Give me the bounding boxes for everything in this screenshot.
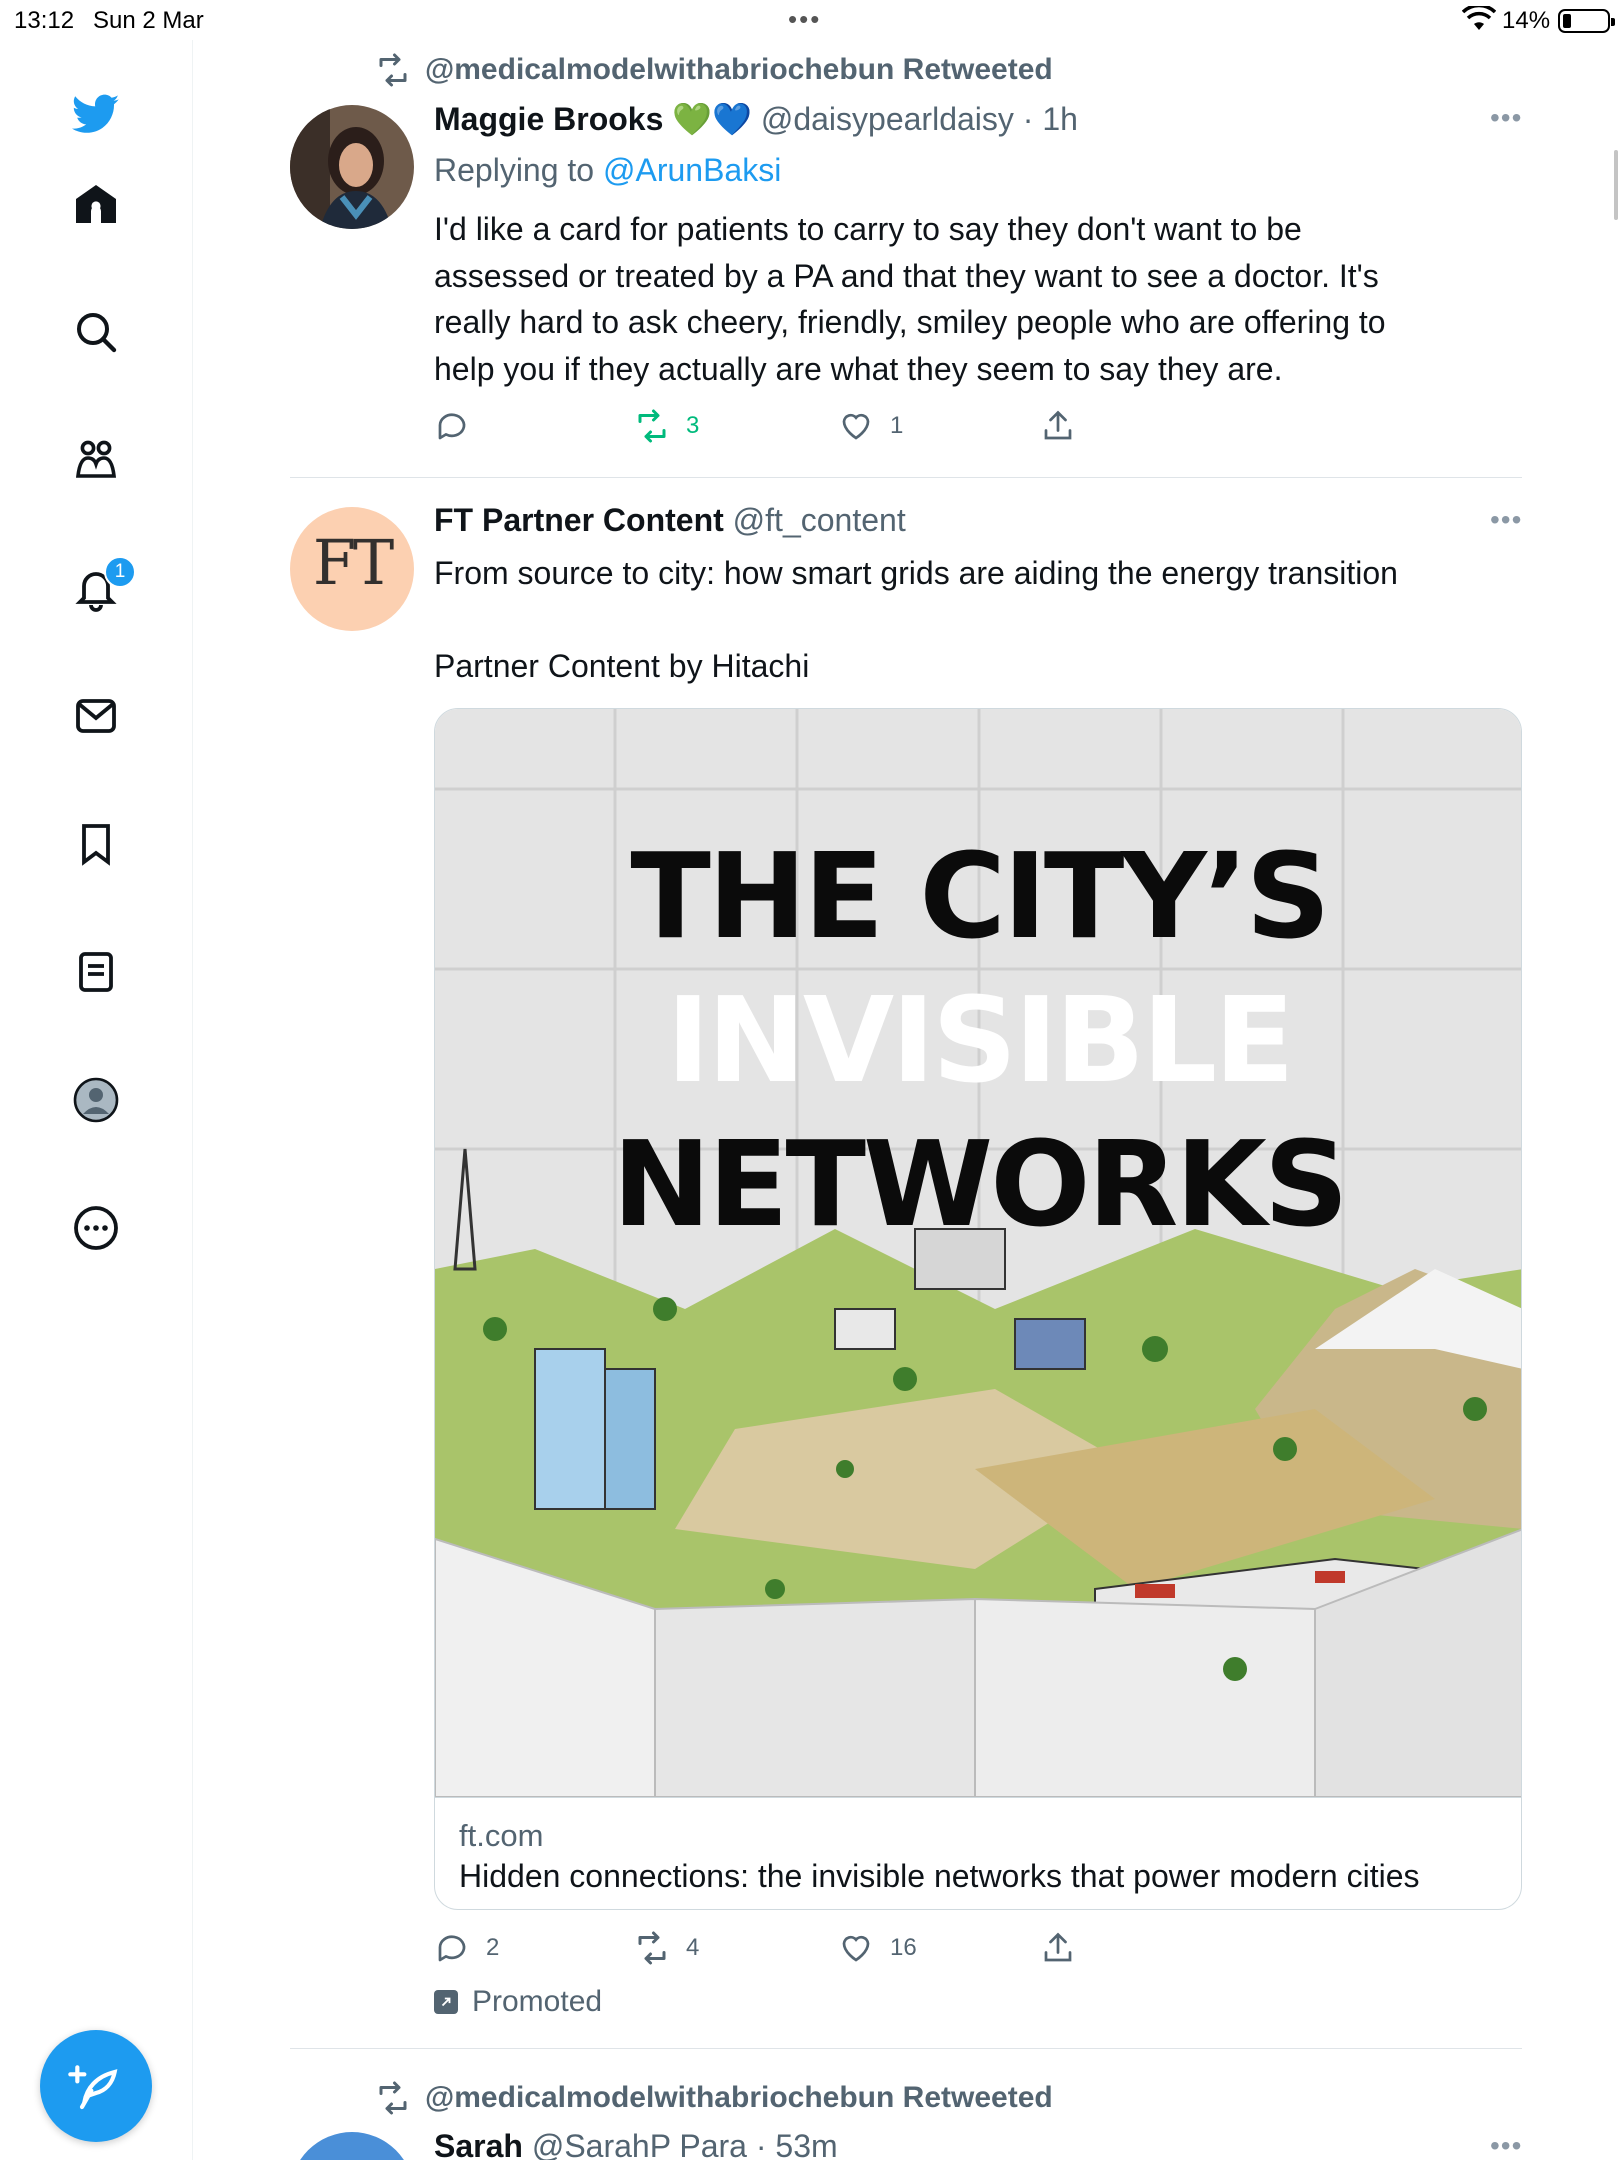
sidebar [0, 40, 193, 2160]
tweet-divider [290, 2048, 1522, 2049]
author-name[interactable]: Sarah [434, 2128, 523, 2160]
heart-icon [838, 1930, 874, 1966]
profile-icon[interactable] [70, 1074, 122, 1126]
battery-icon [1558, 9, 1610, 33]
share-icon [1040, 1930, 1076, 1966]
retweet-button[interactable] [634, 1930, 699, 1966]
tweet-header [434, 502, 906, 539]
reply-count: 2 [486, 1934, 500, 1961]
like-count: 16 [890, 1934, 917, 1961]
retweet-icon [634, 1930, 670, 1966]
retweet-count: 4 [686, 1934, 700, 1961]
retweet-count: 3 [686, 412, 700, 439]
retweet-context[interactable] [375, 2080, 1053, 2116]
card-image [435, 709, 1522, 1797]
author-handle[interactable]: @daisypearldaisy · 1h [760, 101, 1078, 137]
share-icon [1040, 408, 1076, 444]
retweet-icon [634, 408, 670, 444]
reply-icon [434, 408, 470, 444]
tweet-more-icon[interactable]: ••• [1490, 504, 1523, 535]
author-handle[interactable]: @SarahP Para · 53m [531, 2128, 838, 2160]
like-count: 1 [890, 412, 904, 439]
card-footer [435, 1797, 1522, 1910]
link-card[interactable] [434, 708, 1522, 1910]
multitasking-dots-icon[interactable]: ••• [788, 4, 822, 34]
tweet-actions [434, 408, 1114, 448]
card-headline-1: THE CITY’S [630, 827, 1328, 965]
retweeted-by-text: @medicalmodelwithabriochebun Retweeted [425, 2081, 1053, 2114]
messages-icon[interactable] [70, 690, 122, 742]
lists-icon[interactable] [70, 946, 122, 998]
avatar-maggie-brooks[interactable] [290, 105, 414, 229]
tweet-text: From source to city: how smart grids are aiding the energy transition Partner Content by Hitachi [434, 555, 1398, 684]
compose-feather-icon [68, 2058, 124, 2114]
tweet-more-icon[interactable]: ••• [1490, 102, 1523, 133]
status-date: Sun 2 Mar [93, 7, 204, 34]
reply-button[interactable] [434, 1930, 499, 1966]
author-name[interactable]: FT Partner Content [434, 502, 724, 538]
more-icon[interactable] [70, 1202, 122, 1254]
bookmarks-icon[interactable] [70, 818, 122, 870]
avatar-sarah[interactable] [290, 2132, 414, 2160]
card-domain: ft.com [459, 1818, 544, 1853]
reply-button[interactable] [434, 408, 470, 444]
wifi-icon [1462, 6, 1496, 32]
tweet-text: I'd like a card for patients to carry to say they don't want to be assessed or treated by a PA and that they want to see a doctor. It's really hard to ask cheery, friendly, smiley people who are offering to help you if they actually are what they seem to say they are. [434, 211, 1386, 387]
retweeted-by-text: @medicalmodelwithabriochebun Retweeted [425, 53, 1053, 86]
share-button[interactable] [1040, 1930, 1076, 1966]
replying-to: Replying to @ArunBaksi [434, 152, 782, 188]
status-time: 13:12 [14, 7, 75, 34]
retweet-icon [375, 2080, 411, 2116]
status-bar [0, 0, 1620, 40]
share-button[interactable] [1040, 408, 1076, 444]
communities-icon[interactable] [70, 434, 122, 486]
promoted-icon [434, 1990, 458, 2014]
author-handle[interactable]: @ft_content [732, 502, 906, 538]
battery-percent: 14% [1502, 7, 1551, 34]
tweet-header [434, 2128, 838, 2160]
retweet-icon [375, 52, 411, 88]
retweet-button[interactable] [634, 408, 699, 444]
twitter-logo-icon[interactable] [70, 88, 122, 140]
search-icon[interactable] [70, 306, 122, 358]
scrollbar[interactable] [1614, 150, 1618, 220]
card-headline-2: INVISIBLE [666, 971, 1292, 1109]
heart-icon [838, 408, 874, 444]
notifications-badge: 1 [104, 556, 136, 588]
ft-logo-text: FT [312, 525, 392, 599]
reply-to-link[interactable]: @ArunBaksi [602, 152, 782, 188]
tweet-actions [434, 1930, 1114, 1970]
tweet-divider [290, 477, 1522, 478]
card-headline-3: NETWORKS [612, 1115, 1346, 1253]
tweet-more-icon[interactable]: ••• [1490, 2130, 1523, 2160]
author-emoji: 💚💙 [672, 101, 752, 137]
notifications-icon[interactable] [70, 561, 126, 614]
like-button[interactable] [838, 1930, 917, 1966]
avatar-ft[interactable] [290, 507, 414, 631]
reply-icon [434, 1930, 470, 1966]
card-title: Hidden connections: the invisible networks that power modern cities [459, 1858, 1420, 1894]
retweet-context[interactable] [375, 52, 1053, 88]
author-name[interactable]: Maggie Brooks [434, 101, 664, 137]
tweet-header [434, 100, 1078, 138]
compose-tweet-button[interactable] [40, 2030, 152, 2142]
home-icon[interactable] [70, 178, 122, 230]
like-button[interactable] [838, 408, 903, 444]
promoted-label: Promoted [434, 1985, 602, 2019]
